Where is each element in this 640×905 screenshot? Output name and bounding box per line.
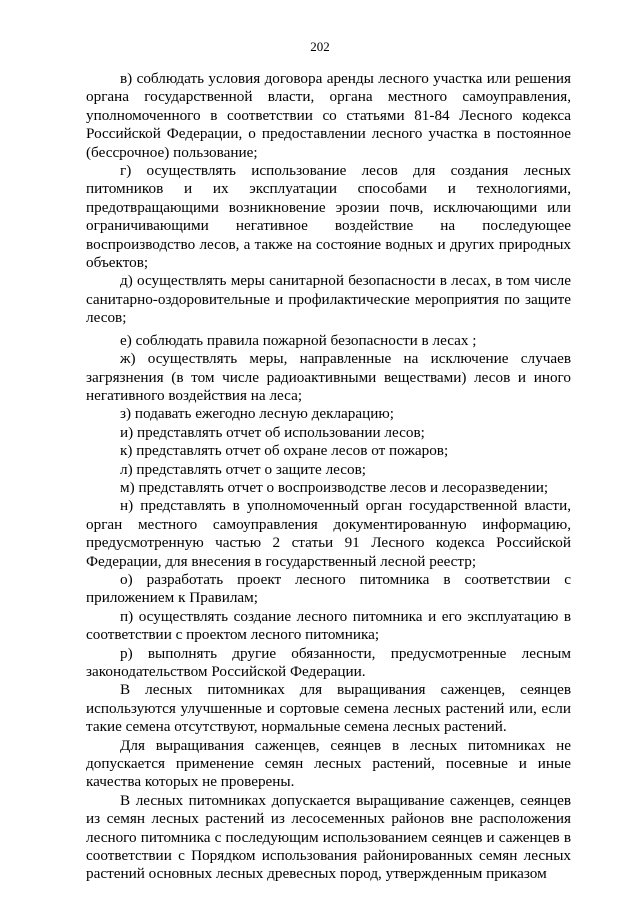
paragraph-v: в) соблюдать условия договора аренды лесного участка или решения органа государственной власти, органа местного самоуправления, уполномоченного в соответствии со статьями 81-84 Лесного кодекса Российской Федерации, о предоставлении лесного участка в постоянное (бессрочное) пользование; <box>86 70 571 161</box>
paragraph-l: л) представлять отчет о защите лесов; <box>120 460 367 478</box>
paragraph-k: к) представлять отчет об охране лесов от пожаров; <box>120 442 449 460</box>
paragraph-m: м) представлять отчет о воспроизводстве лесов и лесоразведении; <box>120 478 549 496</box>
paragraph-g: г) осуществлять использование лесов для создания лесных питомников и их эксплуатации способами и технологиями, предотвращающими возникновение эрозии почв, исключающими или ограничивающими негативное воздействие на последующее воспроизводство лесов, а также на состояние водных и других природных объектов; <box>86 162 571 272</box>
paragraph-n: н) представлять в уполномоченный орган государственной власти, орган местного самоуправления документированную информацию, предусмотренную частью 2 статьи 91 Лесного кодекса Российской Федерации, для внесения в государственный лесной реестр; <box>86 497 571 570</box>
paragraph-o: о) разработать проект лесного питомника в соответствии с приложением к Правилам; <box>86 570 571 607</box>
paragraph-d: д) осуществлять меры санитарной безопасности в лесах, в том числе санитарно-оздоровительные и профилактические мероприятия по защите лесов; <box>86 272 571 327</box>
paragraph-seeds-unchecked: Для выращивания саженцев, сеянцев в лесных питомниках не допускается применение семян лесных растений, посевные и иные качества которых не проверены. <box>86 736 571 791</box>
page-number: 202 <box>310 39 330 54</box>
paragraph-e: е) соблюдать правила пожарной безопасности в лесах ; <box>120 331 477 349</box>
paragraph-zh: ж) осуществлять меры, направленные на исключение случаев загрязнения (в том числе радиоактивными веществами) лесов и иного негативного воздействия на леса; <box>86 350 571 404</box>
paragraph-i: и) представлять отчет об использовании лесов; <box>120 423 425 441</box>
paragraph-z: з) подавать ежегодно лесную декларацию; <box>120 405 394 423</box>
paragraph-r: р) выполнять другие обязанности, предусмотренные лесным законодательством Российской Федерации. <box>86 644 571 680</box>
paragraph-seeds-improved: В лесных питомниках для выращивания саженцев, сеянцев используются улучшенные и сортовые семена лесных растений или, если такие семена отсутствуют, нормальные семена лесных растений. <box>86 681 571 736</box>
document-body <box>86 70 571 884</box>
paragraph-p: п) осуществлять создание лесного питомника и его эксплуатацию в соответствии с проектом лесного питомника; <box>86 607 571 644</box>
paragraph-seeds-other-regions: В лесных питомниках допускается выращивание саженцев, сеянцев из семян лесных растений из лесосеменных районов вне расположения лесного питомника с последующим использованием сеянцев и саженцев в соответствии с Порядком использования районированных семян лесных растений основных лесных древесных пород, утвержденным приказом <box>86 791 571 883</box>
